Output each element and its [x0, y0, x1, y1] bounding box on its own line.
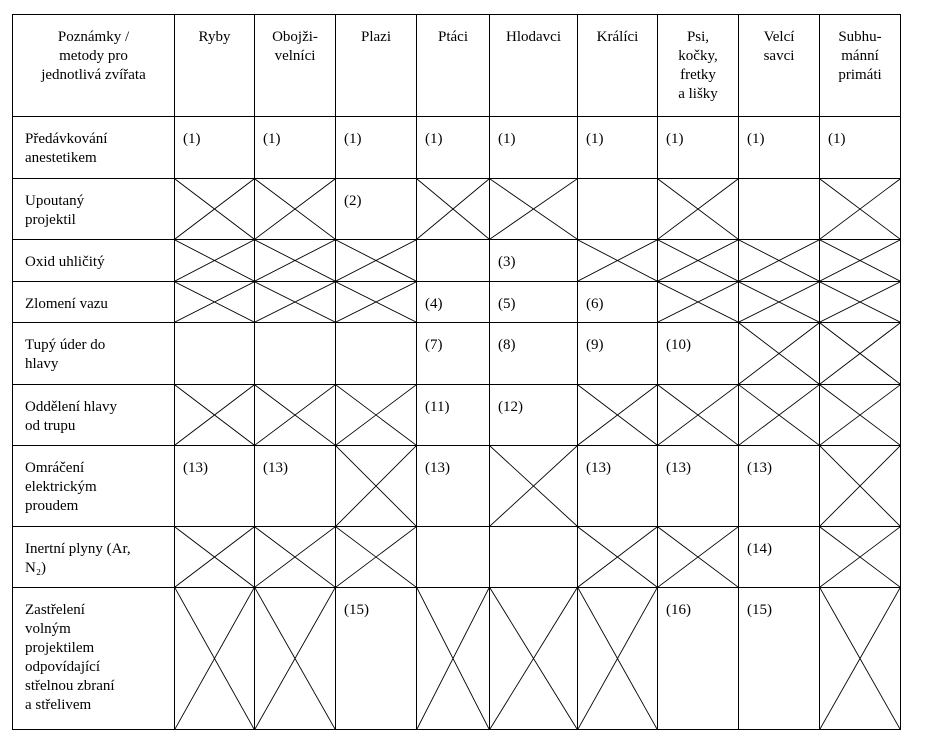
cell-empty [578, 179, 658, 240]
not-applicable-cross [336, 240, 416, 281]
not-applicable-cross [658, 240, 738, 281]
cell-note [336, 179, 417, 240]
note-ref: (2) [344, 193, 362, 209]
text-line: Inertní plyny (Ar, [25, 541, 131, 557]
not-applicable-cross [175, 282, 254, 322]
cell-not-applicable [578, 588, 658, 730]
cell-not-applicable [417, 179, 490, 240]
note-ref: (14) [747, 541, 772, 557]
text-line: a střelivem [25, 697, 92, 713]
cell-not-applicable [175, 527, 255, 588]
cell-empty [417, 527, 490, 588]
cell-not-applicable [336, 385, 417, 446]
note-ref: (13) [747, 460, 772, 476]
row-label [13, 588, 175, 730]
cell-note [739, 527, 820, 588]
note-ref: (7) [425, 337, 443, 353]
cell-not-applicable [739, 282, 820, 323]
not-applicable-cross [578, 527, 657, 587]
cell-empty [336, 323, 417, 385]
cell-not-applicable [255, 588, 336, 730]
cell-not-applicable [739, 385, 820, 446]
cell-note [175, 117, 255, 179]
not-applicable-cross [417, 179, 489, 239]
row-label [13, 240, 175, 282]
text-line: Ptáci [438, 29, 468, 45]
note-ref: (1) [344, 131, 362, 147]
cell-note [739, 446, 820, 527]
text-line: Velcí [763, 29, 795, 45]
cell-not-applicable [820, 385, 901, 446]
column-header [658, 15, 739, 117]
text-line: proudem [25, 498, 79, 514]
header-row [13, 15, 901, 117]
not-applicable-cross [820, 527, 900, 587]
cell-empty [255, 323, 336, 385]
not-applicable-cross [255, 282, 335, 322]
cell-note [578, 323, 658, 385]
not-applicable-cross [820, 323, 900, 384]
cell-empty [175, 323, 255, 385]
not-applicable-cross [175, 588, 254, 729]
cell-note [490, 323, 578, 385]
cell-not-applicable [175, 385, 255, 446]
cell-note [417, 323, 490, 385]
not-applicable-cross [739, 323, 819, 384]
not-applicable-cross [175, 240, 254, 281]
table-row [13, 446, 901, 527]
cell-not-applicable [658, 179, 739, 240]
row-label [13, 117, 175, 179]
note-ref: (3) [498, 254, 516, 270]
cell-not-applicable [658, 282, 739, 323]
note-ref: (13) [183, 460, 208, 476]
cell-note [820, 117, 901, 179]
not-applicable-cross [820, 282, 900, 322]
column-header [578, 15, 658, 117]
cell-not-applicable [336, 282, 417, 323]
text-line: odpovídající [25, 659, 100, 675]
note-ref: (4) [425, 296, 443, 312]
cell-note [417, 117, 490, 179]
column-header [175, 15, 255, 117]
note-ref: (11) [425, 399, 450, 415]
not-applicable-cross [820, 179, 900, 239]
cell-not-applicable [820, 179, 901, 240]
cell-not-applicable [490, 588, 578, 730]
text-line: Oxid uhličitý [25, 254, 105, 270]
note-ref: (16) [666, 602, 691, 618]
cell-not-applicable [578, 240, 658, 282]
text-line: Poznámky / [57, 29, 130, 45]
not-applicable-cross [255, 240, 335, 281]
text-line: savci [763, 48, 795, 64]
column-header [490, 15, 578, 117]
text-line: metody pro [59, 48, 128, 64]
not-applicable-cross [490, 588, 577, 729]
cell-not-applicable [175, 588, 255, 730]
not-applicable-cross [658, 385, 738, 445]
text-line: anestetikem [25, 150, 97, 166]
cell-not-applicable [820, 446, 901, 527]
note-ref: (1) [498, 131, 516, 147]
cell-not-applicable [175, 240, 255, 282]
table-row [13, 117, 901, 179]
note-ref: (6) [586, 296, 604, 312]
not-applicable-cross [739, 282, 819, 322]
not-applicable-cross [658, 527, 738, 587]
note-ref: (1) [828, 131, 846, 147]
note-ref: (1) [747, 131, 765, 147]
text-line: jednotlivá zvířata [41, 67, 146, 83]
note-ref: (13) [263, 460, 288, 476]
text-line: a lišky [678, 86, 718, 102]
cell-not-applicable [255, 282, 336, 323]
cell-not-applicable [820, 282, 901, 323]
table-row [13, 323, 901, 385]
cell-not-applicable [820, 240, 901, 282]
text-line: Hlodavci [506, 29, 561, 45]
cell-not-applicable [820, 588, 901, 730]
cell-empty [490, 527, 578, 588]
text-line: elektrickým [25, 479, 97, 495]
cell-not-applicable [255, 240, 336, 282]
table-row [13, 385, 901, 446]
cell-note [739, 117, 820, 179]
cell-note [658, 117, 739, 179]
cell-note [417, 446, 490, 527]
text-line: od trupu [25, 418, 76, 434]
row-label [13, 446, 175, 527]
cell-note [417, 385, 490, 446]
not-applicable-cross [175, 527, 254, 587]
cell-not-applicable [336, 240, 417, 282]
not-applicable-cross [820, 446, 900, 526]
column-header [417, 15, 490, 117]
cell-not-applicable [658, 240, 739, 282]
table-row [13, 179, 901, 240]
text-line: projektil [25, 212, 76, 228]
note-ref: (9) [586, 337, 604, 353]
note-ref: (13) [425, 460, 450, 476]
note-ref: (12) [498, 399, 523, 415]
table-row [13, 527, 901, 588]
note-ref: (1) [183, 131, 201, 147]
not-applicable-cross [578, 588, 657, 729]
cell-note [658, 588, 739, 730]
note-ref: (8) [498, 337, 516, 353]
cell-not-applicable [336, 527, 417, 588]
cell-note [336, 588, 417, 730]
cell-note [417, 282, 490, 323]
not-applicable-cross [658, 179, 738, 239]
cell-not-applicable [658, 385, 739, 446]
cell-not-applicable [739, 240, 820, 282]
not-applicable-cross [578, 385, 657, 445]
table-row [13, 282, 901, 323]
not-applicable-cross [255, 527, 335, 587]
note-ref: (13) [586, 460, 611, 476]
not-applicable-cross [739, 385, 819, 445]
text-line: fretky [680, 67, 716, 83]
text-line: Upoutaný [25, 193, 85, 209]
cell-not-applicable [490, 179, 578, 240]
not-applicable-cross [336, 446, 416, 526]
text-line: střelnou zbraní [25, 678, 115, 694]
not-applicable-cross [417, 588, 489, 729]
text-line: N₂) [25, 560, 47, 576]
text-line: Králíci [596, 29, 639, 45]
cell-not-applicable [255, 527, 336, 588]
note-ref: (1) [666, 131, 684, 147]
table-row [13, 240, 901, 282]
cell-not-applicable [490, 446, 578, 527]
not-applicable-cross [336, 385, 416, 445]
euthanasia-methods-table [12, 14, 901, 730]
text-line: Ryby [198, 29, 231, 45]
cell-not-applicable [175, 179, 255, 240]
column-header [739, 15, 820, 117]
row-label [13, 385, 175, 446]
row-label [13, 282, 175, 323]
note-ref: (1) [425, 131, 443, 147]
cell-note [658, 446, 739, 527]
text-line: volným [25, 621, 71, 637]
not-applicable-cross [336, 282, 416, 322]
note-ref: (13) [666, 460, 691, 476]
text-line: Zlomení vazu [25, 296, 108, 312]
text-line: Tupý úder do [25, 337, 106, 353]
cell-note [578, 117, 658, 179]
not-applicable-cross [255, 179, 335, 239]
text-line: hlavy [25, 356, 59, 372]
cell-not-applicable [175, 282, 255, 323]
cell-note [658, 323, 739, 385]
not-applicable-cross [820, 240, 900, 281]
cell-note [490, 282, 578, 323]
not-applicable-cross [175, 179, 254, 239]
not-applicable-cross [336, 527, 416, 587]
cell-not-applicable [255, 179, 336, 240]
cell-note [255, 117, 336, 179]
column-header [336, 15, 417, 117]
note-ref: (10) [666, 337, 691, 353]
not-applicable-cross [658, 282, 738, 322]
column-header [255, 15, 336, 117]
text-line: primáti [838, 67, 882, 83]
cell-not-applicable [255, 385, 336, 446]
note-ref: (15) [747, 602, 772, 618]
not-applicable-cross [820, 588, 900, 729]
cell-not-applicable [417, 588, 490, 730]
text-line: Omráčení [25, 460, 85, 476]
not-applicable-cross [255, 588, 335, 729]
row-label [13, 179, 175, 240]
cell-note [175, 446, 255, 527]
not-applicable-cross [739, 240, 819, 281]
cell-note [336, 117, 417, 179]
note-ref: (15) [344, 602, 369, 618]
cell-empty [739, 179, 820, 240]
not-applicable-cross [490, 446, 577, 526]
text-line: Oddělení hlavy [25, 399, 118, 415]
table-row [13, 588, 901, 730]
text-line: Psi, [686, 29, 710, 45]
not-applicable-cross [578, 240, 657, 281]
text-line: Subhu- [838, 29, 882, 45]
text-line: Plazi [361, 29, 391, 45]
cell-note [578, 282, 658, 323]
not-applicable-cross [255, 385, 335, 445]
not-applicable-cross [175, 385, 254, 445]
cell-not-applicable [578, 527, 658, 588]
note-ref: (5) [498, 296, 516, 312]
cell-note [490, 117, 578, 179]
cell-note [255, 446, 336, 527]
not-applicable-cross [490, 179, 577, 239]
cell-not-applicable [820, 323, 901, 385]
cell-not-applicable [578, 385, 658, 446]
cell-empty [417, 240, 490, 282]
text-line: projektilem [25, 640, 95, 656]
cell-note [490, 385, 578, 446]
cell-note [490, 240, 578, 282]
cell-not-applicable [739, 323, 820, 385]
text-line: kočky, [678, 48, 718, 64]
header-corner [13, 15, 175, 117]
cell-not-applicable [658, 527, 739, 588]
text-line: velníci [274, 48, 316, 64]
cell-not-applicable [820, 527, 901, 588]
cell-note [739, 588, 820, 730]
cell-not-applicable [336, 446, 417, 527]
not-applicable-cross [820, 385, 900, 445]
note-ref: (1) [263, 131, 281, 147]
row-label [13, 323, 175, 385]
note-ref: (1) [586, 131, 604, 147]
cell-note [578, 446, 658, 527]
text-line: Předávkování [25, 131, 108, 147]
column-header [820, 15, 901, 117]
text-line: mánní [841, 48, 879, 64]
text-line: Obojži- [272, 29, 318, 45]
row-label [13, 527, 175, 588]
text-line: Zastřelení [25, 602, 85, 618]
